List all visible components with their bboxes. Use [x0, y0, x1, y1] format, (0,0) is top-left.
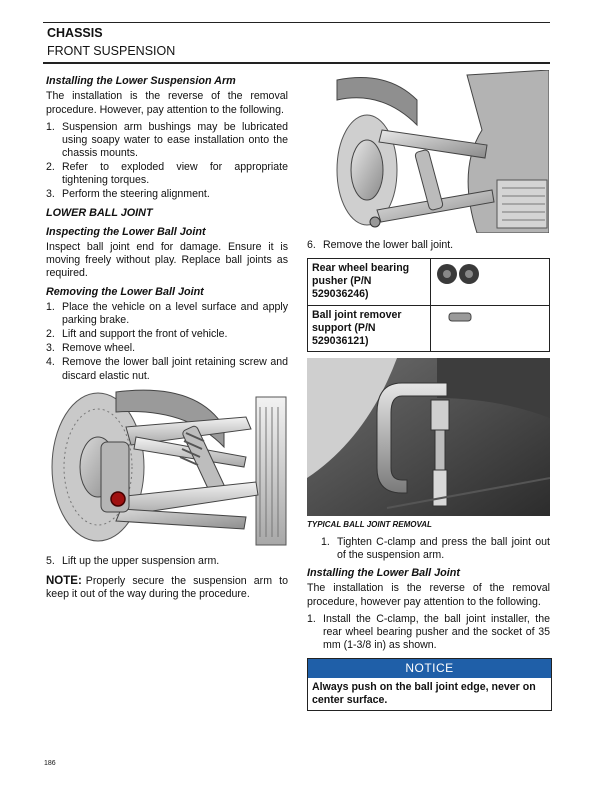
- note-label: NOTE:: [46, 574, 82, 587]
- list-item: 3. Perform the steering alignment.: [46, 188, 210, 201]
- ball-joint-remover-image: [435, 309, 495, 329]
- list-item: 2. Lift and support the front of vehicle.: [46, 328, 228, 341]
- remove-steps: [46, 301, 288, 383]
- heading-inspect: Inspecting the Lower Ball Joint: [46, 225, 206, 238]
- page-header: [43, 22, 550, 64]
- table-row: [308, 305, 550, 351]
- list-item: 2. Refer to exploded view for appropriate tightening torques.: [46, 161, 288, 187]
- list-item: 5. Lift up the upper suspension arm.: [46, 554, 220, 567]
- note-paragraph: [46, 574, 288, 601]
- inspect-text: Inspect ball joint end for damage. Ensure it is moving freely without play. Replace ball joints as required.: [46, 241, 288, 280]
- list-item: 4. Remove the lower ball joint retaining screw and discard elastic nut.: [46, 356, 288, 382]
- right-column: [307, 70, 550, 711]
- install-arm-steps: [46, 121, 288, 202]
- install-joint-intro: The installation is the reverse of the removal procedure, however pay attention to the following.: [307, 582, 550, 608]
- bearing-pusher-image: [435, 262, 495, 286]
- notice-text: Always push on the ball joint edge, never on center surface.: [312, 680, 536, 707]
- section-title-lower-ball-joint: LOWER BALL JOINT: [46, 207, 153, 220]
- suspension-illustration: [46, 387, 288, 547]
- heading-install-arm: Installing the Lower Suspension Arm: [46, 75, 236, 87]
- page-number: 186: [44, 760, 56, 767]
- header-bottom-rule: [43, 62, 550, 63]
- list-item: 3. Remove wheel.: [46, 342, 136, 355]
- step-5-list: [46, 555, 288, 568]
- tool-name: Ball joint remover support (P/N 529036121): [308, 305, 431, 351]
- ball-joint-marker: [111, 492, 125, 506]
- step-6-list: [307, 239, 550, 252]
- left-column: [46, 70, 288, 605]
- list-item: 1. Place the vehicle on a level surface and apply parking brake.: [46, 300, 288, 326]
- section-subtitle: FRONT SUSPENSION: [47, 43, 176, 58]
- figure-caption: TYPICAL BALL JOINT REMOVAL: [307, 519, 432, 529]
- table-row: [308, 259, 550, 305]
- sub-steps: [307, 536, 550, 562]
- list-item: 6. Remove the lower ball joint.: [307, 239, 454, 251]
- list-item: 1. Install the C-clamp, the ball joint installer, the rear wheel bearing pusher and the socket of 35 mm (1-3/8 in) as shown.: [307, 612, 550, 651]
- c-clamp-photo: [307, 358, 550, 516]
- note-text: Properly secure the suspension arm to keep it out of the way during the procedure.: [46, 574, 288, 600]
- tool-name: Rear wheel bearing pusher (P/N 529036246): [308, 259, 431, 305]
- heading-install-joint: Installing the Lower Ball Joint: [307, 567, 460, 580]
- notice-label: NOTICE: [308, 659, 551, 678]
- ball-joint-removal-illustration: [307, 70, 549, 233]
- install-joint-steps: [307, 613, 550, 652]
- tool-image-cell: [431, 259, 550, 305]
- tools-table: [307, 258, 550, 352]
- header-top-rule: [43, 22, 550, 23]
- chapter-title: CHASSIS: [47, 26, 103, 41]
- notice-box: [307, 658, 552, 711]
- tool-image-cell: [431, 305, 550, 351]
- list-item: 1. Tighten C-clamp and press the ball joint out of the suspension arm.: [321, 535, 550, 561]
- heading-remove: Removing the Lower Ball Joint: [46, 285, 204, 298]
- list-item: 1. Suspension arm bushings may be lubricated using soapy water to ease installation onto the chassis mounts.: [46, 120, 288, 159]
- install-arm-intro: The installation is the reverse of the removal procedure. However, pay attention to the following.: [46, 90, 288, 116]
